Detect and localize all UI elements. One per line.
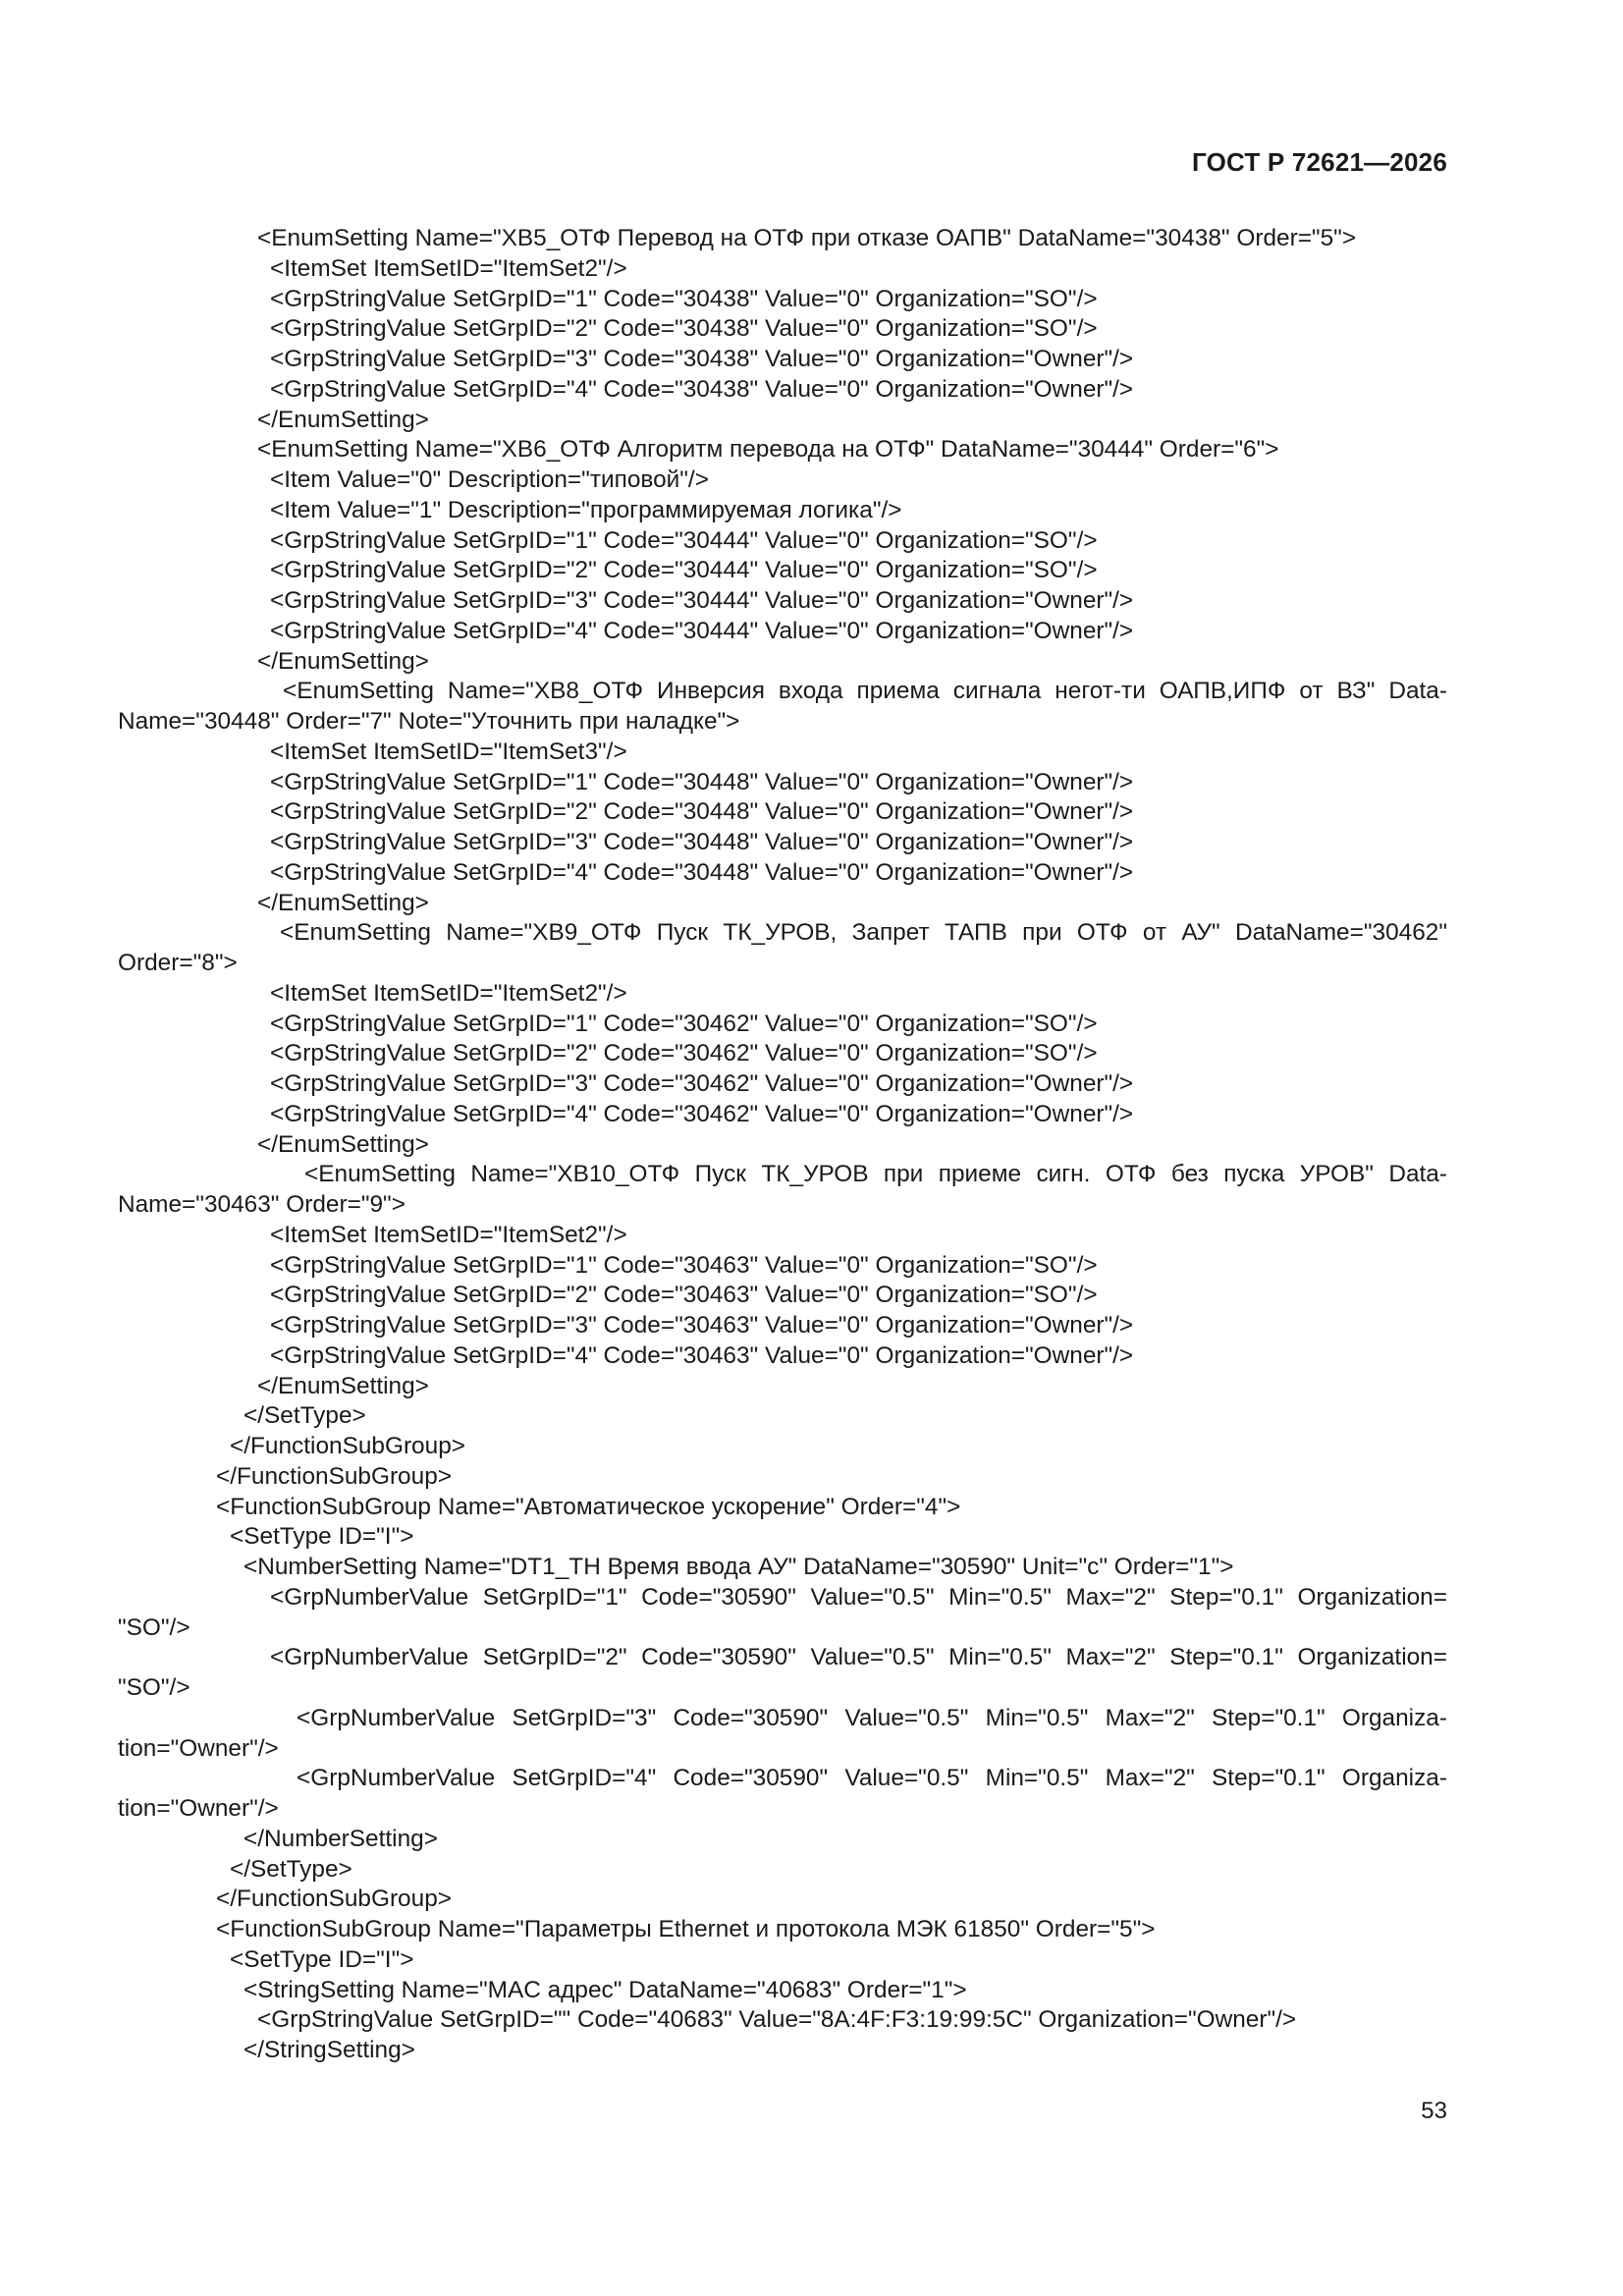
code-line: <GrpStringValue SetGrpID="3" Code="30462" Value="0" Organization="Owner"/>	[270, 1070, 1134, 1097]
code-line: </EnumSetting>	[257, 406, 429, 433]
code-line: <GrpStringValue SetGrpID="1" Code="30448" Value="0" Organization="Owner"/>	[270, 768, 1134, 795]
code-line: <GrpStringValue SetGrpID="4" Code="30448" Value="0" Organization="Owner"/>	[270, 858, 1134, 886]
code-line: <GrpStringValue SetGrpID="1" Code="30463" Value="0" Organization="SO"/>	[270, 1251, 1098, 1279]
code-line: <GrpStringValue SetGrpID="4" Code="30462" Value="0" Organization="Owner"/>	[270, 1100, 1134, 1127]
code-line: <GrpNumberValue SetGrpID="4" Code="30590" Value="0.5" Min="0.5" Max="2" Step="0.1" Organiza-	[297, 1765, 1447, 1792]
code-line: <StringSetting Name="MAC адрес" DataName="40683" Order="1">	[243, 1976, 967, 2003]
code-line: <Item Value="0" Description="типовой"/>	[270, 466, 709, 493]
code-line: <EnumSetting Name="XB9_ОТФ Пуск ТК_УРОВ, Запрет ТАПВ при ОТФ от АУ" DataName="30462"	[280, 919, 1447, 947]
code-line: <GrpNumberValue SetGrpID="2" Code="30590" Value="0.5" Min="0.5" Max="2" Step="0.1" Organization=	[270, 1644, 1447, 1671]
code-line: </FunctionSubGroup>	[216, 1886, 453, 1913]
code-line: Name="30448" Order="7" Note="Уточнить при наладке">	[118, 708, 740, 735]
code-line: <GrpStringValue SetGrpID="3" Code="30444" Value="0" Organization="Owner"/>	[270, 587, 1134, 614]
code-line: tion="Owner"/>	[118, 1795, 279, 1822]
code-line: <GrpStringValue SetGrpID="1" Code="30438" Value="0" Organization="SO"/>	[270, 285, 1098, 312]
code-line: <EnumSetting Name="XB8_ОТФ Инверсия входа приема сигнала негот-ти ОАПВ,ИПФ от ВЗ" Data-	[283, 678, 1447, 705]
code-line: </SetType>	[230, 1855, 352, 1883]
code-line: <GrpStringValue SetGrpID="4" Code="30438" Value="0" Organization="Owner"/>	[270, 375, 1134, 403]
code-line: <GrpStringValue SetGrpID="3" Code="30463" Value="0" Organization="Owner"/>	[270, 1312, 1134, 1339]
code-line: <EnumSetting Name="XB5_ОТФ Перевод на ОТФ при отказе ОАПВ" DataName="30438" Order="5">	[257, 225, 1357, 251]
standard-id-header: ГОСТ Р 72621—2026	[1192, 147, 1447, 177]
code-line: <NumberSetting Name="DT1_TH Время ввода АУ" DataName="30590" Unit="c" Order="1">	[243, 1554, 1234, 1580]
code-line: <GrpNumberValue SetGrpID="3" Code="30590" Value="0.5" Min="0.5" Max="2" Step="0.1" Organiza-	[297, 1704, 1447, 1731]
code-line: </EnumSetting>	[257, 1130, 429, 1158]
code-line: "SO"/>	[118, 1674, 190, 1701]
code-line: <GrpStringValue SetGrpID="3" Code="30438" Value="0" Organization="Owner"/>	[270, 346, 1134, 372]
code-line: <ItemSet ItemSetID="ItemSet2"/>	[270, 1221, 627, 1248]
code-line: <ItemSet ItemSetID="ItemSet2"/>	[270, 254, 627, 282]
code-line: <GrpStringValue SetGrpID="2" Code="30438" Value="0" Organization="SO"/>	[270, 315, 1098, 343]
code-line: </SetType>	[243, 1402, 366, 1430]
code-line: <GrpStringValue SetGrpID="1" Code="30444" Value="0" Organization="SO"/>	[270, 526, 1098, 554]
code-line: <SetType ID="I">	[230, 1945, 414, 1973]
code-line: <GrpStringValue SetGrpID="2" Code="30462" Value="0" Organization="SO"/>	[270, 1040, 1098, 1067]
code-line: <GrpStringValue SetGrpID="4" Code="30444" Value="0" Organization="Owner"/>	[270, 617, 1134, 644]
xml-listing	[118, 224, 1447, 2066]
code-line: <GrpStringValue SetGrpID="3" Code="30448" Value="0" Organization="Owner"/>	[270, 829, 1134, 855]
code-line: <EnumSetting Name="XB6_ОТФ Алгоритм перевода на ОТФ" DataName="30444" Order="6">	[257, 436, 1279, 464]
code-line: </NumberSetting>	[243, 1825, 438, 1852]
code-line: <GrpStringValue SetGrpID="2" Code="30448" Value="0" Organization="Owner"/>	[270, 798, 1134, 826]
code-line: tion="Owner"/>	[118, 1734, 279, 1762]
code-line: <ItemSet ItemSetID="ItemSet2"/>	[270, 979, 627, 1007]
code-line: <ItemSet ItemSetID="ItemSet3"/>	[270, 738, 627, 765]
code-line: </FunctionSubGroup>	[216, 1462, 453, 1490]
code-line: </EnumSetting>	[257, 889, 429, 916]
code-line: <Item Value="1" Description="программируемая логика"/>	[270, 496, 902, 523]
code-line: <EnumSetting Name="XB10_ОТФ Пуск ТК_УРОВ при приеме сигн. ОТФ без пуска УРОВ" Data-	[304, 1161, 1447, 1188]
code-line: Order="8">	[118, 950, 238, 976]
code-line: Name="30463" Order="9">	[118, 1191, 406, 1218]
code-line: <SetType ID="I">	[230, 1523, 414, 1551]
code-line: "SO"/>	[118, 1613, 190, 1641]
code-line: </EnumSetting>	[257, 1372, 429, 1399]
code-line: <GrpNumberValue SetGrpID="1" Code="30590" Value="0.5" Min="0.5" Max="2" Step="0.1" Organization=	[270, 1583, 1447, 1611]
code-line: <GrpStringValue SetGrpID="2" Code="30444" Value="0" Organization="SO"/>	[270, 557, 1098, 584]
code-line: <FunctionSubGroup Name="Автоматическое ускорение" Order="4">	[216, 1493, 961, 1520]
code-line: </FunctionSubGroup>	[230, 1433, 466, 1459]
code-line: </StringSetting>	[243, 2037, 415, 2063]
code-line: </EnumSetting>	[257, 647, 429, 675]
code-line: <GrpStringValue SetGrpID="1" Code="30462" Value="0" Organization="SO"/>	[270, 1010, 1098, 1037]
code-line: <FunctionSubGroup Name="Параметры Ethernet и протокола МЭК 61850" Order="5">	[216, 1916, 1156, 1942]
page-number: 53	[1421, 2098, 1447, 2124]
code-line: <GrpStringValue SetGrpID="4" Code="30463" Value="0" Organization="Owner"/>	[270, 1341, 1134, 1369]
code-line: <GrpStringValue SetGrpID="" Code="40683" Value="8A:4F:F3:19:99:5C" Organization="Owner"/>	[257, 2006, 1297, 2034]
code-line: <GrpStringValue SetGrpID="2" Code="30463" Value="0" Organization="SO"/>	[270, 1282, 1098, 1309]
